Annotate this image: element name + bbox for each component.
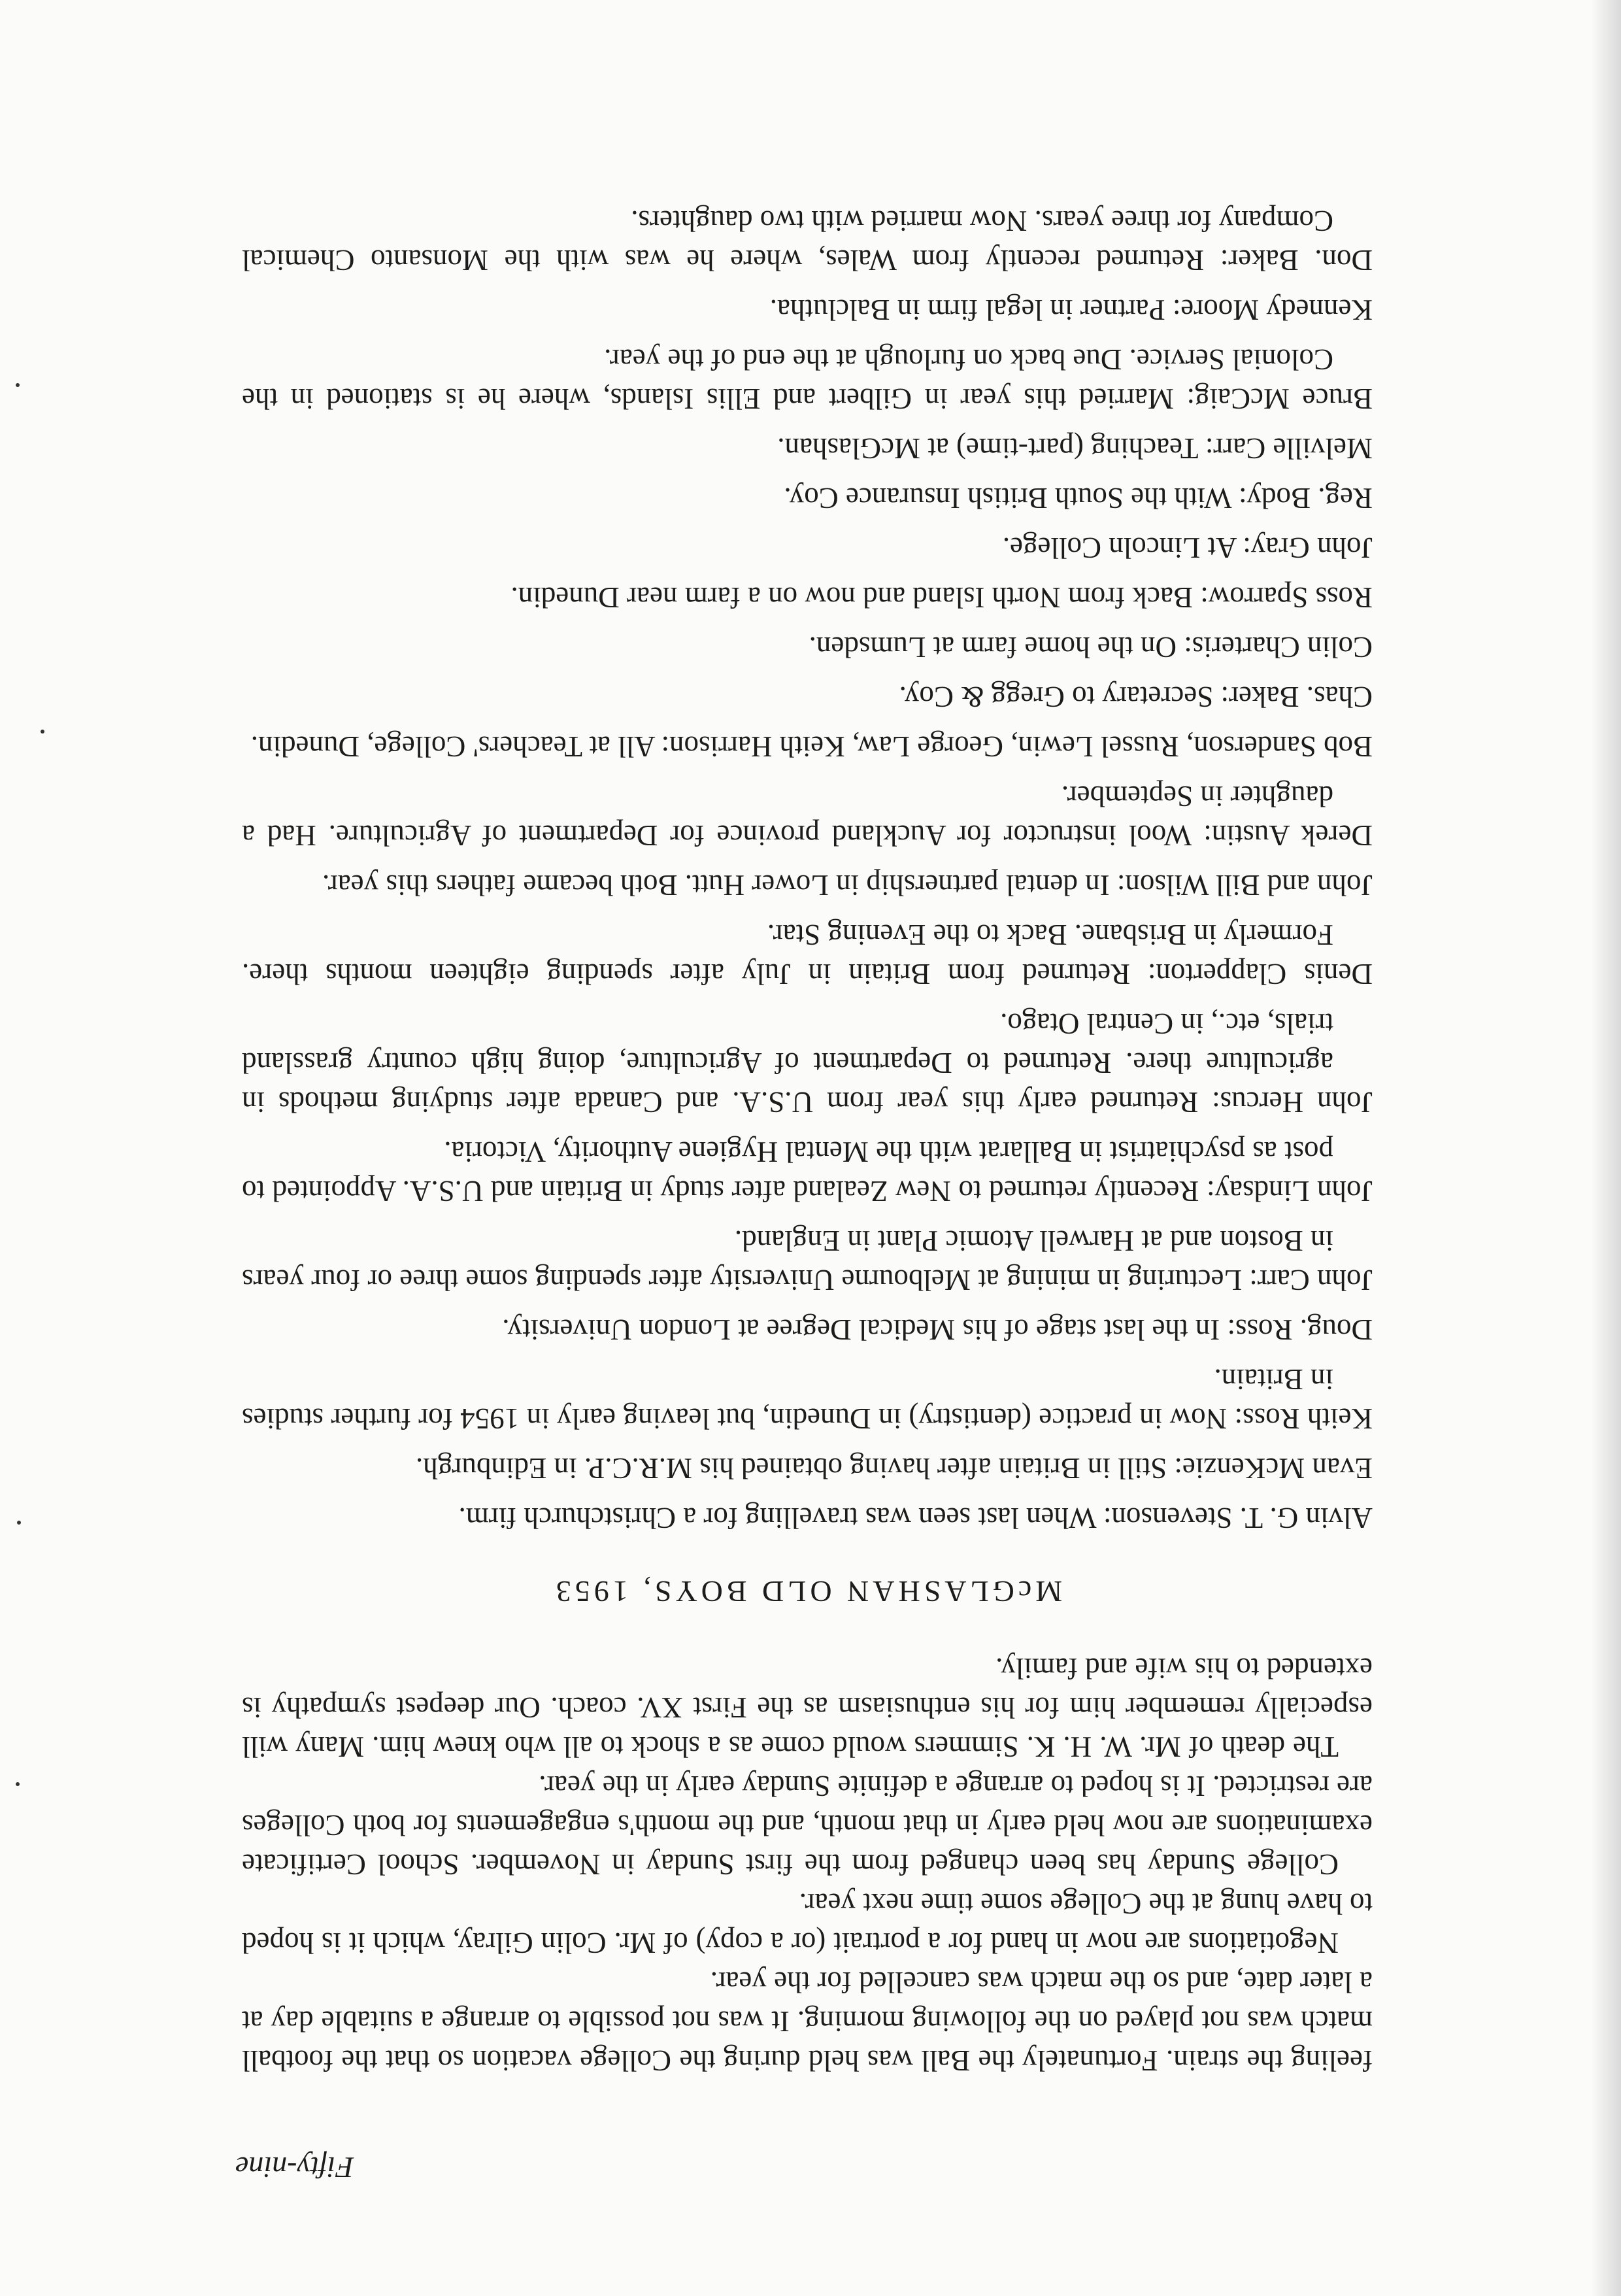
intro-paragraph: College Sunday has been changed from the first Sunday in November. School Certificate examinations are now held early in that month, and the month's engagements for both Colleges are restricted. It is hoped to arrange a definite Sunday early in the year.: [242, 1770, 1373, 1881]
intro-paragraph: Negotiations are now in hand for a portrait (or a copy) of Mr. Colin Gilray, which it is hoped to have hung at the College some time next year.: [242, 1887, 1373, 1959]
old-boy-entry: Doug. Ross: In the last stage of his Medical Degree at London University.: [502, 1313, 1373, 1346]
old-boy-entry: John and Bill Wilson: In dental partnership in Lower Hutt. Both became fathers this year.: [322, 869, 1373, 902]
old-boy-entry: Colin Charteris: On the home farm at Lumsden.: [809, 631, 1373, 664]
scan-speck: [17, 1521, 21, 1525]
old-boy-entry: Evan McKenzie: Still in Britain after having obtained his M.R.C.P. in Edinburgh.: [416, 1452, 1373, 1485]
old-boy-entry: Kennedy Moore: Partner in legal firm in Balclutha.: [769, 294, 1373, 326]
intro-paragraph: feeling the strain. Fortunately the Ball was held during the College vacation so that the football match was not played on the following morning. It was not possible to arrange a suitable day at a later date, and so the match was cancelled for the year.: [242, 1966, 1373, 2077]
old-boy-entry: Bob Sanderson, Russel Lewin, George Law, Keith Harrison: All at Teachers' College, Dunedin.: [250, 730, 1373, 763]
old-boy-entry: Alvin G. T. Stevenson: When last seen was travelling for a Christchurch firm.: [458, 1502, 1373, 1534]
old-boy-entry: John Lindsay: Recently returned to New Zealand after study in Britain and U.S.A. Appointed to post as psychiatrist in Ballarat with the Mental Hygiene Authority, Victoria.: [242, 1136, 1373, 1207]
old-boy-entry: John Gray: At Lincoln College.: [1002, 532, 1373, 564]
page-number: Fifty-nine: [235, 2151, 354, 2184]
old-boy-entry: Derek Austin: Wool instructor for Auckland province for Department of Agriculture. Had a daughter in September.: [242, 780, 1373, 852]
old-boy-entry: Ross Sparrow: Back from North Island and now on a farm near Dunedin.: [510, 581, 1373, 614]
old-boy-entry: Melville Carr: Teaching (part-time) at McGlashan.: [777, 432, 1373, 465]
old-boy-entry: Bruce McCaig: Married this year in Gilbert and Ellis Islands, where he is stationed in the Colonial Service. Due back on furlough at the end of the year.: [242, 343, 1373, 415]
section-heading: McGLASHAN OLD BOYS, 1953: [552, 1575, 1063, 1608]
scan-speck: [41, 730, 44, 734]
old-boy-entry: Denis Clapperton: Returned from Britain in July after spending eighteen months there. Formerly in Brisbane. Back to the Evening Star.: [242, 919, 1373, 990]
intro-paragraph: The death of Mr. W. H. K. Simmers would come as a shock to all who knew him. Many will especially remember him for his enthusiasm as the First XV. coach. Our deepest sympathy is extended to his wife and family.: [242, 1652, 1373, 1763]
page-body: [242, 191, 1373, 2080]
old-boy-entry: Reg. Body: With the South British Insurance Coy.: [784, 482, 1373, 515]
old-boy-entry: John Hercus: Returned early this year from U.S.A. and Canada after studying methods in agriculture there. Returned to Department of Agriculture, doing high country grassland trials, etc., in Central Otago.: [242, 1007, 1373, 1119]
old-boy-entry: Don. Baker: Returned recently from Wales, where he was with the Monsanto Chemical Company for three years. Now married with two daughters.: [242, 205, 1373, 277]
scan-speck: [16, 383, 20, 387]
old-boy-entry: Chas. Baker: Secretary to Gregg & Coy.: [899, 681, 1373, 713]
old-boy-entry: John Carr: Lecturing in mining at Melbourne University after spending some three or four years in Boston and at Harwell Atomic Plant in England.: [242, 1224, 1373, 1296]
old-boy-entry: Keith Ross: Now in practice (dentistry) in Dunedin, but leaving early in 1954 for further studies in Britain.: [242, 1363, 1373, 1435]
scan-speck: [16, 1782, 20, 1786]
